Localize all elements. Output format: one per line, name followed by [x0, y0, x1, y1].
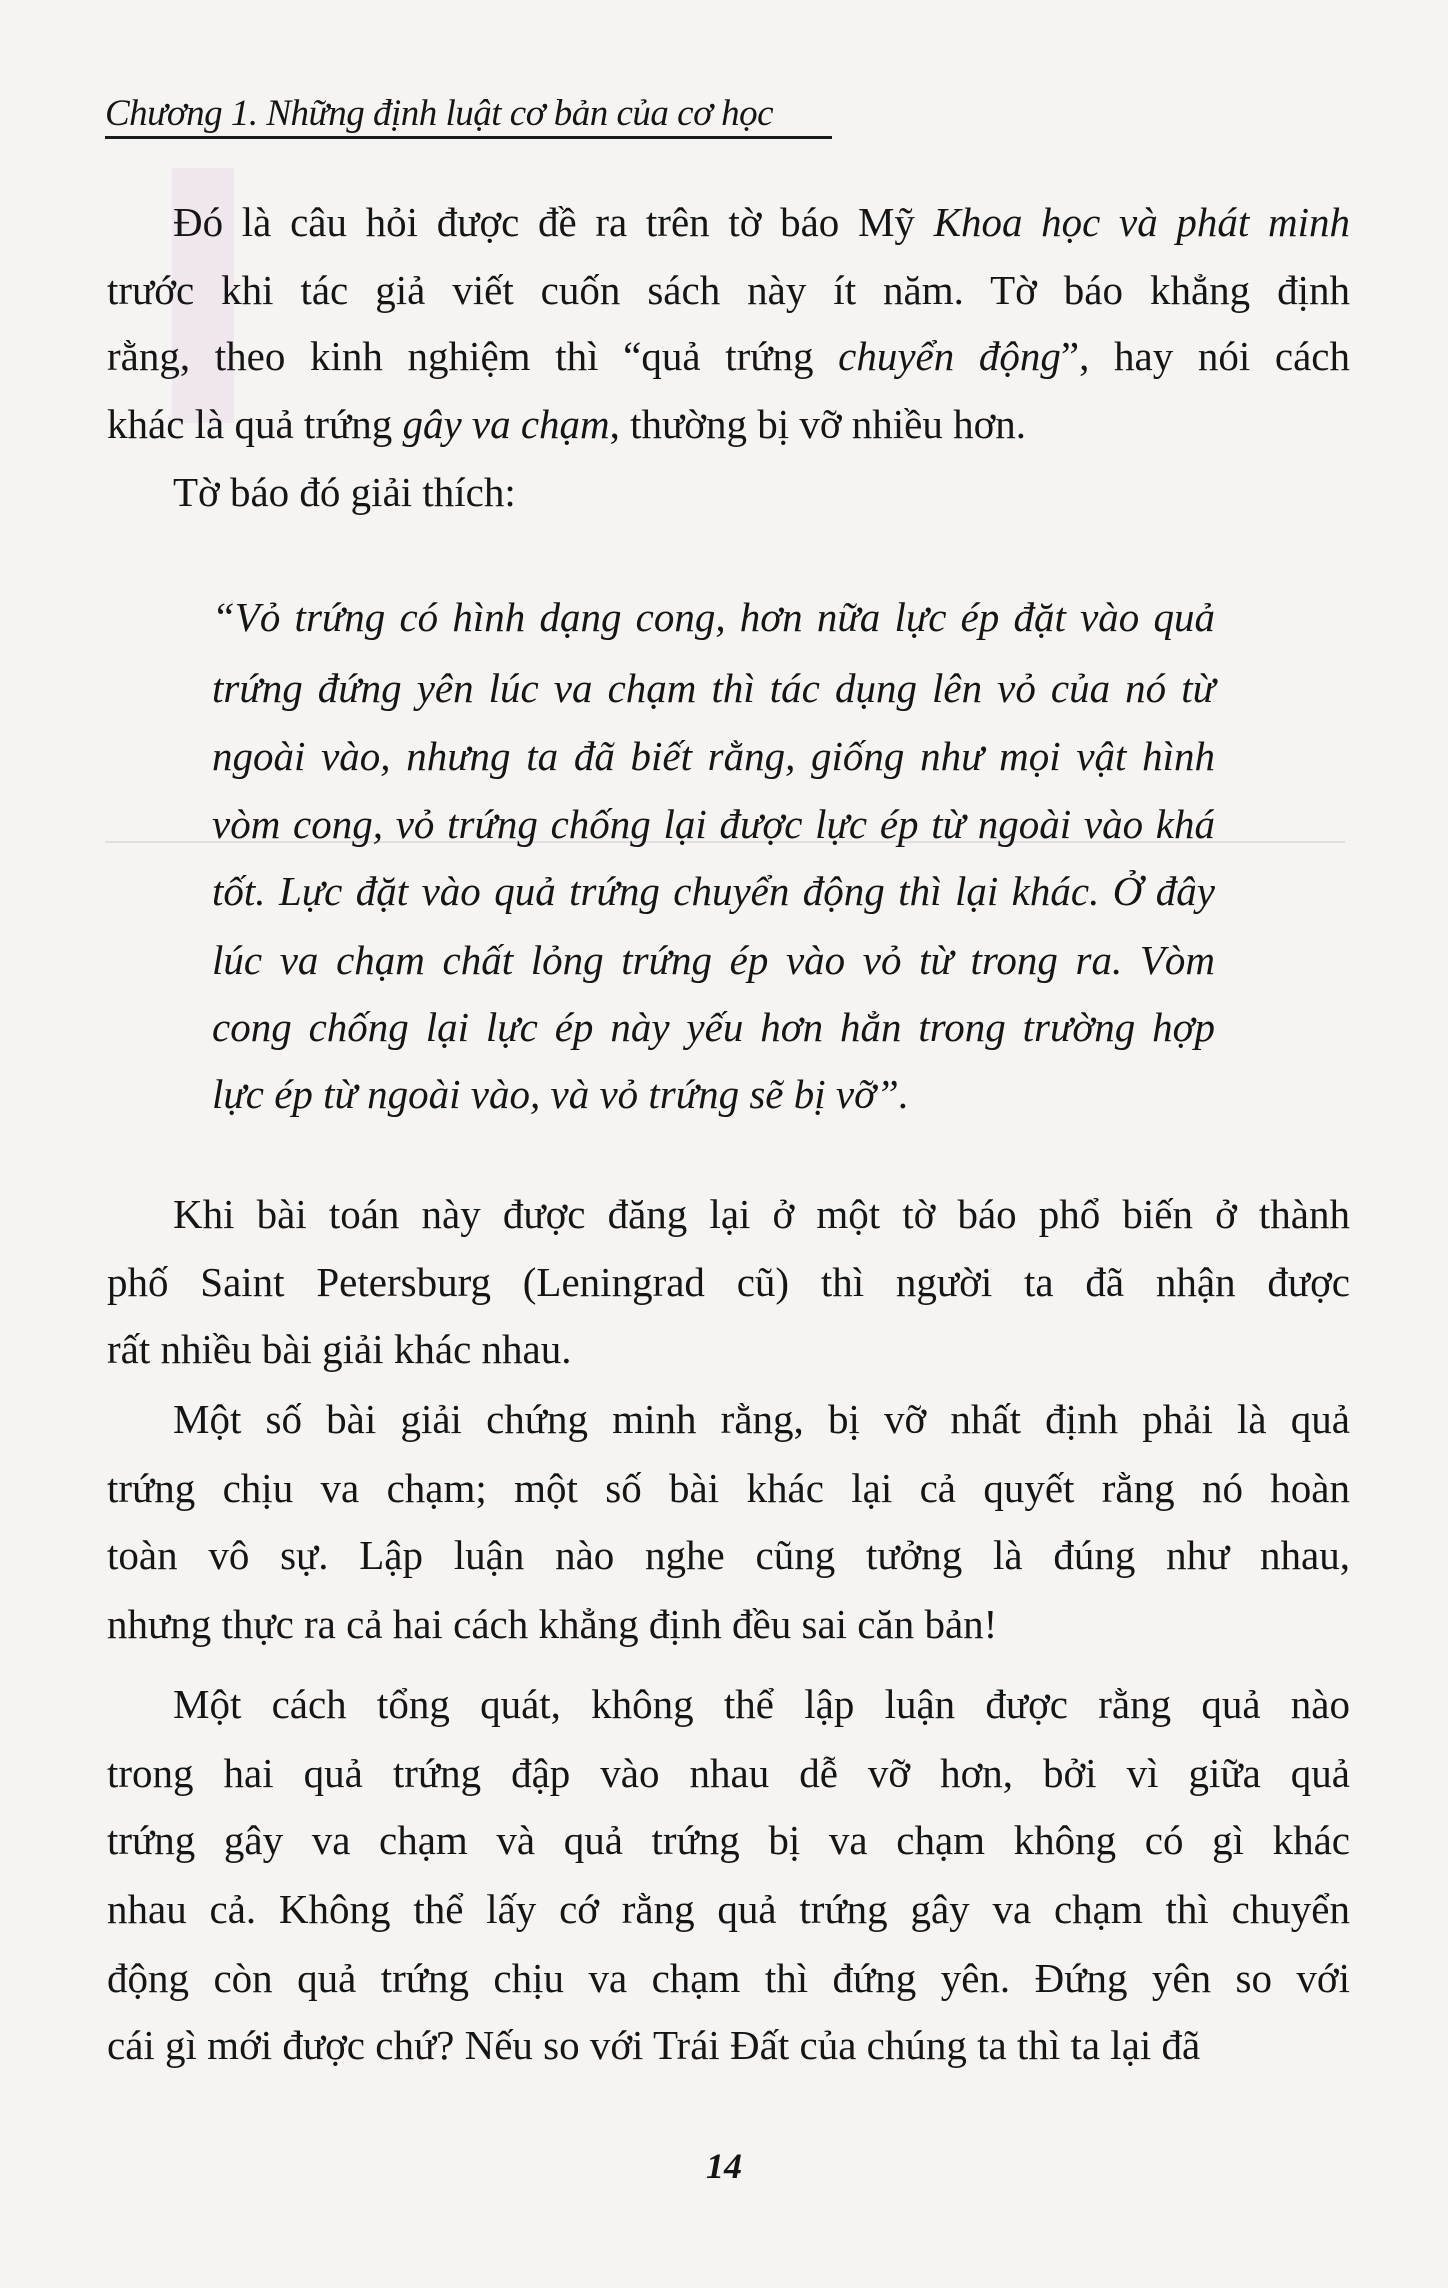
quote-line: [212, 794, 1215, 854]
paragraph-line: [173, 1184, 1350, 1244]
paragraph-line: [107, 260, 1350, 320]
text-run: cái gì mới được chứ? Nếu so với Trái Đất của chúng ta thì ta lại đã: [107, 2022, 1201, 2068]
text-run: lúc va chạm chất lỏng trứng ép vào vỏ từ trong ra. Vòm: [212, 937, 1215, 983]
text-run: nhưng thực ra cả hai cách khẳng định đều sai căn bản!: [107, 1601, 998, 1647]
text-run: trứng gây va chạm và quả trứng bị va chạm không có gì khác: [107, 1817, 1350, 1863]
text-run: Đó là câu hỏi được đề ra trên tờ báo Mỹ: [173, 199, 934, 245]
text-run: động còn quả trứng chịu va chạm thì đứng yên. Đứng yên so với: [107, 1955, 1350, 2001]
italic-text: Khoa học và phát minh: [933, 199, 1350, 245]
text-run: toàn vô sự. Lập luận nào nghe cũng tưởng là đúng như nhau,: [107, 1532, 1350, 1578]
text-run: ”, hay nói cách: [1060, 333, 1350, 379]
text-run: trong hai quả trứng đập vào nhau dễ vỡ hơn, bởi vì giữa quả: [107, 1750, 1350, 1796]
quote-line: [212, 997, 1215, 1057]
paragraph-line: [173, 1389, 1350, 1449]
text-run: Một số bài giải chứng minh rằng, bị vỡ nhất định phải là quả: [173, 1396, 1350, 1442]
text-run: trước khi tác giả viết cuốn sách này ít năm. Tờ báo khẳng định: [107, 267, 1350, 313]
quote-line: [212, 861, 1215, 921]
text-run: ngoài vào, nhưng ta đã biết rằng, giống như mọi vật hình: [212, 733, 1215, 779]
paragraph-line: [107, 1743, 1350, 1803]
paragraph-line: [107, 326, 1350, 386]
text-run: cong chống lại lực ép này yếu hơn hẳn trong trường hợp: [212, 1004, 1215, 1050]
text-run: “Vỏ trứng có hình dạng cong, hơn nữa lực ép đặt vào quả: [212, 594, 1215, 640]
paragraph-line: [107, 1525, 1350, 1585]
text-run: vòm cong, vỏ trứng chống lại được lực ép từ ngoài vào khá: [212, 801, 1215, 847]
text-run: rất nhiều bài giải khác nhau.: [107, 1326, 572, 1372]
text-run: khác là quả trứng: [107, 401, 403, 447]
paragraph-line: [107, 2015, 1350, 2075]
text-run: trứng đứng yên lúc va chạm thì tác dụng lên vỏ của nó từ: [212, 665, 1215, 711]
paragraph-line: [173, 462, 1350, 522]
quote-line: [212, 587, 1215, 647]
italic-text: chuyển động: [838, 333, 1061, 379]
quote-line: [212, 930, 1215, 990]
paragraph-line: [107, 1594, 1350, 1654]
paragraph-line: [173, 192, 1350, 252]
paragraph-line: [107, 1458, 1350, 1518]
quote-line: [212, 658, 1215, 718]
text-run: Một cách tổng quát, không thể lập luận được rằng quả nào: [173, 1681, 1350, 1727]
quote-line: [212, 726, 1215, 786]
running-head: Chương 1. Những định luật cơ bản của cơ học: [105, 93, 773, 134]
paragraph-line: [173, 1674, 1350, 1734]
text-run: phố Saint Petersburg (Leningrad cũ) thì người ta đã nhận được: [107, 1259, 1350, 1305]
quote-line: [212, 1064, 1215, 1124]
text-run: nhau cả. Không thể lấy cớ rằng quả trứng gây va chạm thì chuyển: [107, 1886, 1350, 1932]
paragraph-line: [107, 1948, 1350, 2008]
paragraph-line: [107, 394, 1350, 454]
text-run: trứng chịu va chạm; một số bài khác lại cả quyết rằng nó hoàn: [107, 1465, 1350, 1511]
paragraph-line: [107, 1319, 1350, 1379]
text-run: Tờ báo đó giải thích:: [173, 469, 516, 515]
text-run: Khi bài toán này được đăng lại ở một tờ báo phổ biến ở thành: [173, 1191, 1350, 1237]
text-run: lực ép từ ngoài vào, và vỏ trứng sẽ bị vỡ”.: [212, 1071, 910, 1117]
paragraph-line: [107, 1252, 1350, 1312]
paragraph-line: [107, 1810, 1350, 1870]
text-run: rằng, theo kinh nghiệm thì “quả trứng: [107, 333, 839, 379]
text-run: tốt. Lực đặt vào quả trứng chuyển động thì lại khác. Ở đây: [212, 868, 1215, 914]
text-run: , thường bị vỡ nhiều hơn.: [609, 401, 1027, 447]
page-number: 14: [706, 2146, 742, 2186]
header-rule: [105, 136, 832, 139]
italic-text: gây va chạm: [402, 401, 610, 447]
paragraph-line: [107, 1879, 1350, 1939]
